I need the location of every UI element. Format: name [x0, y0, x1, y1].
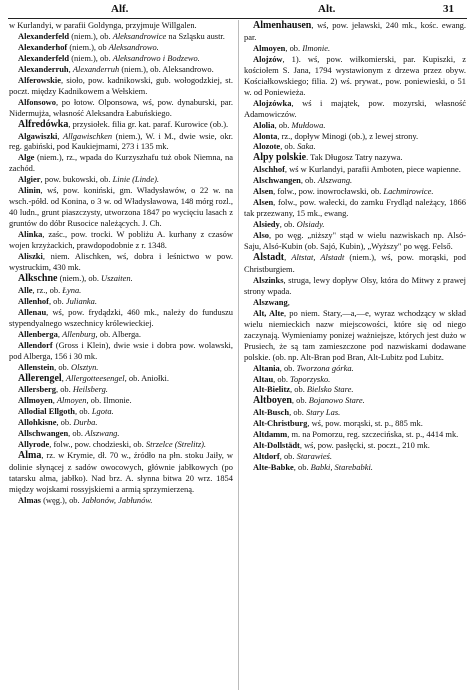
entry-text: (niem.), ob — [67, 41, 109, 52]
dictionary-entry — [244, 54, 466, 98]
dictionary-entry — [9, 251, 233, 273]
entry-cross-reference: Mułdowa. — [291, 119, 326, 130]
entry-text: , — [284, 252, 292, 263]
entry-cross-reference: Alszwang. — [317, 175, 353, 186]
entry-headword: Alt, Alte — [253, 307, 285, 318]
entry-cross-reference: Bojanowo Stare. — [308, 395, 365, 406]
dictionary-entry — [244, 131, 466, 142]
right-column — [244, 20, 466, 694]
entry-text: (niem.), ob. — [69, 52, 113, 63]
entry-headword: Allenhof — [18, 295, 49, 306]
dictionary-entry — [9, 495, 233, 506]
entry-headword: Alschwangen — [253, 175, 301, 186]
entry-text: , — [57, 130, 63, 141]
dictionary-entry — [9, 75, 233, 97]
entry-headword: Alt-Christburg — [253, 418, 308, 429]
dictionary-entry — [244, 186, 466, 197]
entry-text: , po węg. „niższy" stąd w wielu nazwiskach np. Alsó-Saju, Alsó-Kubin (ob. Sajó, Kubin), „Wyższy" po węg. Felső. — [244, 230, 466, 252]
dictionary-entry — [244, 395, 466, 407]
dictionary-entry — [244, 418, 466, 429]
entry-text: , — [61, 372, 66, 383]
entry-cross-reference: Allgawischken — [62, 130, 113, 141]
entry-cross-reference: Julianka. — [65, 295, 97, 306]
entry-headword: Alfredówka — [18, 118, 69, 130]
entry-headword: Alpy polskie — [253, 152, 307, 164]
entry-text: , rz., dopływ Minogi (ob.), z lewej strony. — [277, 130, 419, 141]
entry-headword: Alolia — [253, 119, 275, 130]
entry-text: (niem.), wś, pow. morąski, pod Christburgiem. — [244, 252, 466, 274]
dictionary-entry — [244, 374, 466, 385]
dictionary-entry — [9, 152, 233, 174]
dictionary-entry — [9, 97, 233, 119]
entry-text: , ob. — [274, 119, 292, 130]
entry-headword: Alkschne — [18, 272, 58, 284]
entry-cross-reference: Olsztyn. — [70, 361, 99, 372]
entry-text: , po łotow. Olponsowa, wś, pow. dynaburski, par. Nidermujża, własność Aleksandra Łabuńskiego. — [9, 96, 233, 118]
entry-headword: Alinin — [18, 185, 41, 196]
entry-cross-reference: Saka. — [297, 141, 316, 152]
entry-cross-reference: Babki, Starebabki. — [310, 462, 373, 473]
entry-cross-reference: Łyna. — [62, 284, 82, 295]
entry-headword: Alte-Babke — [253, 462, 294, 473]
entry-cross-reference: Allergotteesengel — [65, 372, 125, 383]
entry-headword: Alsiedy — [253, 219, 280, 230]
entry-text: , ob. Alberga. — [95, 328, 142, 339]
entry-headword: Alt-Dollstädt — [253, 440, 300, 451]
header-right-word: Alt. — [318, 3, 336, 15]
entry-cross-reference: Starawieś. — [296, 451, 332, 462]
entry-headword: Alle — [18, 284, 33, 295]
entry-headword: Alsen — [253, 186, 274, 197]
entry-text: , ob. — [56, 417, 74, 428]
header-left-word: Alf. — [111, 3, 129, 15]
entry-text: , ob. — [280, 141, 298, 152]
entry-headword: Alt-Busch — [253, 407, 290, 418]
dictionary-entry — [9, 384, 233, 395]
entry-headword: Almenhausen — [253, 20, 312, 31]
entry-text: , — [68, 63, 73, 74]
dictionary-entry — [244, 98, 466, 120]
entry-headword: Alma — [18, 450, 42, 462]
entry-text: , ob. Ilmonie. — [86, 395, 132, 406]
entry-headword: Allmoyen — [18, 395, 53, 406]
entry-headword: Algier — [18, 174, 41, 185]
entry-headword: Altdamm — [253, 429, 288, 440]
entry-text: J. Ch. — [139, 218, 162, 229]
entry-headword: Altania — [253, 362, 280, 373]
entry-cross-reference: Alexanderruh — [72, 63, 120, 74]
entry-text: . Tak Długosz Tatry nazywa. — [306, 152, 403, 163]
entry-headword: Allodial Ellgoth — [18, 406, 75, 417]
dictionary-entry — [9, 362, 233, 373]
entry-text: (niem.), ob. — [57, 272, 102, 283]
entry-text: , wś i majątek, pow. mozyrski, własność Adamowiczów. — [244, 97, 466, 119]
entry-headword: Altboyen — [253, 395, 292, 407]
entry-text: , ob. — [273, 373, 291, 384]
entry-cross-reference: Toporzysko. — [290, 373, 331, 384]
dictionary-entry — [9, 417, 233, 428]
entry-text: , pow. bukowski, ob. — [40, 174, 113, 185]
entry-cross-reference: Lachmirowice. — [383, 186, 434, 197]
entry-text: , ob. — [54, 361, 71, 372]
entry-cross-reference: Jabłonów, Jabłunów. — [81, 494, 153, 505]
entry-headword: Almas — [18, 494, 41, 505]
entry-headword: Algawiszki — [18, 130, 58, 141]
entry-cross-reference: Uszaiten. — [101, 272, 133, 283]
entry-text: , folw., pow. inowrocławski, ob. — [273, 186, 384, 197]
entry-text: , ob. — [74, 406, 92, 417]
entry-headword: Altdorf — [253, 451, 280, 462]
dictionary-entry — [9, 42, 233, 53]
entry-text: , ob. Aniołki. — [124, 372, 169, 383]
entry-headword: Allenberga — [18, 328, 58, 339]
dictionary-entry — [244, 120, 466, 131]
dictionary-entry — [9, 131, 233, 153]
dictionary-entry — [9, 340, 233, 362]
entry-text: , wś, pow. koniński, gm. Władysławów, o 22 w. na wsch.-półd. od Konina, o 3 w. od Władysławowa, 148 mórg rozl., 40 ludn., grunt piaszczysty, utworzona 1847 po wycięciu lasach z gruntów do dóbr Rusocice należących. — [9, 185, 233, 229]
entry-headword: Alschhof — [253, 164, 285, 175]
entry-headword: Allohkisne — [18, 417, 57, 428]
dictionary-entry — [244, 230, 466, 252]
dictionary-entry — [244, 407, 466, 418]
entry-headword: Allyrode — [18, 439, 50, 450]
entry-headword: Allenau — [18, 306, 47, 317]
entry-text: , ob. — [289, 407, 306, 418]
entry-text: , rz. w Krymie, dł. 70 w., źródło na płn. stoku Jaiły, w dolinie słynącej z sadów owocowych, głównie jabłkowych (po tatarsku alma, jabłko). Nad brz. A. słynna bitwa 20 wrz. 1854 między wojskami rossyjskiemi a armią sprzymierzeną. — [9, 450, 233, 495]
entry-text: (niem.), ob. Aleksandrowo. — [119, 63, 214, 74]
entry-text: , — [52, 395, 57, 406]
entry-cross-reference: Olsiady. — [296, 219, 325, 230]
dictionary-entry — [244, 43, 466, 54]
entry-headword: Altau — [253, 373, 274, 384]
dictionary-entry — [9, 428, 233, 439]
dictionary-entry — [9, 439, 233, 450]
entry-headword: Alge — [18, 152, 35, 163]
entry-text: , ob. — [55, 384, 73, 395]
dictionary-entry — [9, 174, 233, 185]
entry-cross-reference: Altstat, Alstadt — [291, 252, 345, 263]
dictionary-entry — [244, 297, 466, 308]
entry-text: , ob. — [48, 295, 66, 306]
dictionary-entry — [9, 119, 233, 131]
entry-cross-reference: Tworzona górka. — [296, 362, 354, 373]
dictionary-entry — [9, 307, 233, 329]
entry-cross-reference: Stary Las. — [305, 407, 341, 418]
entry-cross-reference: Alszwang. — [85, 428, 120, 439]
entry-text: , — [287, 296, 290, 307]
entry-text: , niem. Alischken, wś, dobra i leśnictwo w pow. wystruckim, 430 mk. — [9, 251, 233, 272]
entry-text: (niem.), W. i M., dwie wsie, okr. reg. gabiński, pod Kaukiejmami, 273 i 135 mk. — [9, 130, 233, 152]
entry-text: , 1). wś, pow. wiłkomierski, par. Kupiszki, z kościołem S. Jana, 1794 wystawionym z drzewa przez obyw. Kościałkowskiego; filia. 2) wś. prywat., pow. poniewieski, o 51 w. od Poniewieża. — [244, 53, 466, 97]
entry-cross-reference: Strzelce (Strelitz). — [145, 439, 207, 450]
entry-text: , folw., pow. wałecki, do zamku Frydląd należący, 1866 tak przezwany, 15 mk., ewang. — [244, 197, 466, 219]
dictionary-entry — [9, 395, 233, 406]
dictionary-entry — [244, 440, 466, 451]
entry-text: , ob. — [290, 384, 307, 395]
dictionary-entry — [9, 20, 233, 31]
entry-text: , wś, pow. pasłęcki, st. poczt., 210 mk. — [299, 440, 430, 451]
dictionary-entry — [244, 308, 466, 363]
entry-text: , ob. — [300, 175, 318, 186]
dictionary-entry — [244, 363, 466, 374]
entry-text: , przysiołek. filia gr. kat. paraf. Kurowice (ob.). — [68, 118, 229, 129]
entry-text: , folw., pow. chodzieski, ob. — [49, 439, 146, 450]
entry-text: , ob. — [279, 219, 297, 230]
entry-cross-reference: Allenburg — [62, 328, 96, 339]
entry-headword: Allerengel — [18, 372, 62, 384]
entry-text: (niem.), ob. — [69, 30, 113, 41]
dictionary-entry — [9, 406, 233, 417]
entry-headword: Alfonsowo — [18, 96, 56, 107]
entry-text: , ob. — [68, 428, 86, 439]
entry-text: , wś, pow. frydądzki, 460 mk., należy do funduszu stypendyalnego wszechnicy królewieckiej. — [9, 306, 233, 328]
entry-cross-reference: Aleksandrowo i Bodzewo. — [112, 52, 200, 63]
entry-headword: Alexanderhof — [18, 41, 68, 52]
entry-headword: Alt-Bielitz — [253, 384, 291, 395]
dictionary-entry — [9, 185, 233, 229]
entry-cross-reference: Linie (Linde). — [112, 174, 160, 185]
entry-text: , ob. — [279, 362, 297, 373]
entry-text: (Gross i Klein), dwie wsie i dobra pow. wolawski, pod Alberga, 156 i 30 mk. — [9, 339, 233, 361]
entry-headword: Allendorf — [18, 339, 53, 350]
entry-cross-reference: Heilsberg. — [72, 384, 108, 395]
entry-headword: Aliszki — [18, 251, 43, 262]
entry-text: (niem.), rz., wpada do Kurzyszhafu tuż obok Niemna, na zachód. — [9, 152, 233, 174]
dictionary-entry — [244, 275, 466, 297]
entry-text: , rz., ob. — [32, 284, 63, 295]
entry-headword: Allschwangen — [18, 428, 69, 439]
dictionary-entry — [9, 285, 233, 296]
entry-text: na Szląsku austr. — [166, 30, 225, 41]
column-divider — [238, 20, 239, 690]
entry-text: , struga, lewy dopływ Olsy, która do Mitwy z prawej strony wpada. — [244, 274, 466, 296]
entry-text: , — [57, 328, 63, 339]
dictionary-entry — [244, 451, 466, 462]
entry-headword: Alferowskie — [18, 74, 61, 85]
entry-text: , zaśc., pow. trocki. W pobliżu A. kurhany z czasów wojen krzyżackich, prawdopodobnie z r. 1348. — [9, 229, 233, 251]
dictionary-entry — [244, 252, 466, 275]
dictionary-entry — [9, 53, 233, 64]
entry-headword: Alexanderfeld — [18, 52, 70, 63]
entry-headword: Allenstein — [18, 361, 55, 372]
dictionary-entry — [244, 175, 466, 186]
entry-cross-reference: Bielsko Stare. — [306, 384, 354, 395]
entry-cross-reference: Aleksandrowice — [112, 30, 167, 41]
dictionary-entry — [9, 296, 233, 307]
header-rule — [8, 18, 467, 19]
entry-headword: Alszwang — [253, 296, 288, 307]
dictionary-entry — [9, 373, 233, 385]
dictionary-entry — [244, 219, 466, 230]
entry-headword: Alojzówka — [253, 97, 292, 108]
entry-text: , wś w Kurlandyi, parafii Amboten, piece wapienne. — [284, 164, 461, 175]
dictionary-entry — [244, 197, 466, 219]
entry-text: , wś, pow. morąski, st. p., 885 mk. — [307, 418, 423, 429]
entry-headword: Also — [253, 230, 269, 241]
dictionary-entry — [244, 141, 466, 152]
dictionary-entry — [9, 273, 233, 285]
dictionary-entry — [9, 329, 233, 340]
dictionary-entry — [244, 429, 466, 440]
entry-text: , ob. — [293, 462, 311, 473]
entry-headword: Alexanderfeld — [18, 30, 70, 41]
dictionary-entry — [9, 64, 233, 75]
dictionary-entry — [9, 450, 233, 495]
entry-cross-reference: Ilmonie. — [302, 42, 331, 53]
dictionary-entry — [244, 462, 466, 473]
entry-headword: Almoyen — [253, 42, 286, 53]
entry-text: , ob. — [285, 42, 303, 53]
dictionary-entry — [244, 384, 466, 395]
left-column — [9, 20, 233, 694]
entry-cross-reference: Almoyen — [56, 395, 87, 406]
running-header — [0, 3, 472, 17]
entry-headword: Alojzów — [253, 53, 283, 64]
entry-text: , sioło, pow. kadnikowski, gub. wołogodzkiej, st. poczt. między Kadnikowem a Wełskiem. — [9, 74, 233, 96]
dictionary-entry — [244, 164, 466, 175]
entry-headword: Alsen — [253, 197, 274, 208]
entry-cross-reference: Aleksandrowo. — [108, 41, 159, 52]
entry-headword: Alonta — [253, 130, 278, 141]
entry-cross-reference: Durba. — [73, 417, 98, 428]
dictionary-entry — [9, 229, 233, 251]
page-number: 31 — [443, 3, 454, 15]
entry-headword: Alexanderruh — [18, 63, 69, 74]
entry-text: , po niem. Stary,—a,—e, wyraz wchodzący w skład wielu niemieckich nazw miejscowości, które się od niego zaczynają. Wymieniamy ponizej ważniejsze, których jest dużo w Prusiech, że są tam zamieszczone pod nazwiskami dodawane polskie. (ob. np. Alt-Bran pod Bran, Alt-Lubitz pod Lubitz. — [244, 307, 466, 362]
entry-headword: Alozote — [253, 141, 281, 152]
entry-headword: Allersberg — [18, 384, 56, 395]
entry-text: , ob. — [279, 451, 297, 462]
entry-headword: Alszinks — [253, 274, 284, 285]
entry-headword: Alinka — [18, 229, 43, 240]
dictionary-entry — [9, 31, 233, 42]
entry-cross-reference: Lgota. — [91, 406, 114, 417]
dictionary-entry — [244, 20, 466, 43]
entry-text: (węg.), ob. — [40, 494, 82, 505]
entry-text: , ob. — [291, 395, 309, 406]
entry-headword: Alstadt — [253, 252, 285, 264]
dictionary-entry — [244, 152, 466, 164]
entry-text: , wś, pow. jeławski, 240 mk., kośc. ewang. par. — [244, 20, 466, 42]
entry-text: , m. na Pomorzu, reg. szczecińska, st. p., 4414 mk. — [287, 429, 459, 440]
entry-text: w Kurlandyi, w parafii Goldynga, przyjmuje Willgalen. — [9, 20, 197, 30]
